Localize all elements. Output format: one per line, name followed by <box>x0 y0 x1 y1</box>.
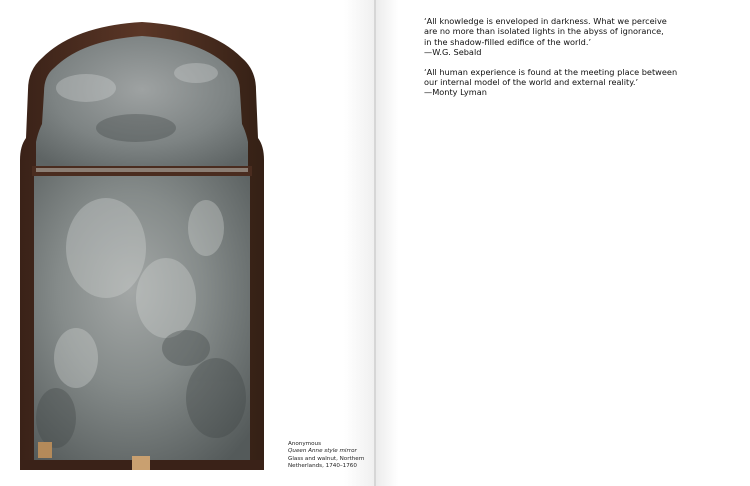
quote-attribution: —Monty Lyman <box>424 87 487 98</box>
quote-text: ‘All knowledge is enveloped in darkness. What we perceive are no more than isolated lights in the abyss of ignorance, in the shadow-filled edifice of the world.’ <box>424 16 667 47</box>
artwork-caption <box>288 441 368 471</box>
quote-sebald <box>424 16 724 58</box>
quote-lyman <box>424 67 724 98</box>
quotes-block <box>424 16 724 107</box>
quote-text: ‘All human experience is found at the meeting place between our internal model of the world and external reality.’ <box>424 66 678 88</box>
quote-attribution: —W.G. Sebald <box>424 47 482 58</box>
caption-medium: Glass and walnut, Northern Netherlands, 1740–1760 <box>288 455 365 470</box>
left-page <box>0 0 374 486</box>
caption-title: Queen Anne style mirror <box>288 448 357 455</box>
mirror-artwork <box>16 18 268 470</box>
caption-artist: Anonymous <box>288 441 321 447</box>
